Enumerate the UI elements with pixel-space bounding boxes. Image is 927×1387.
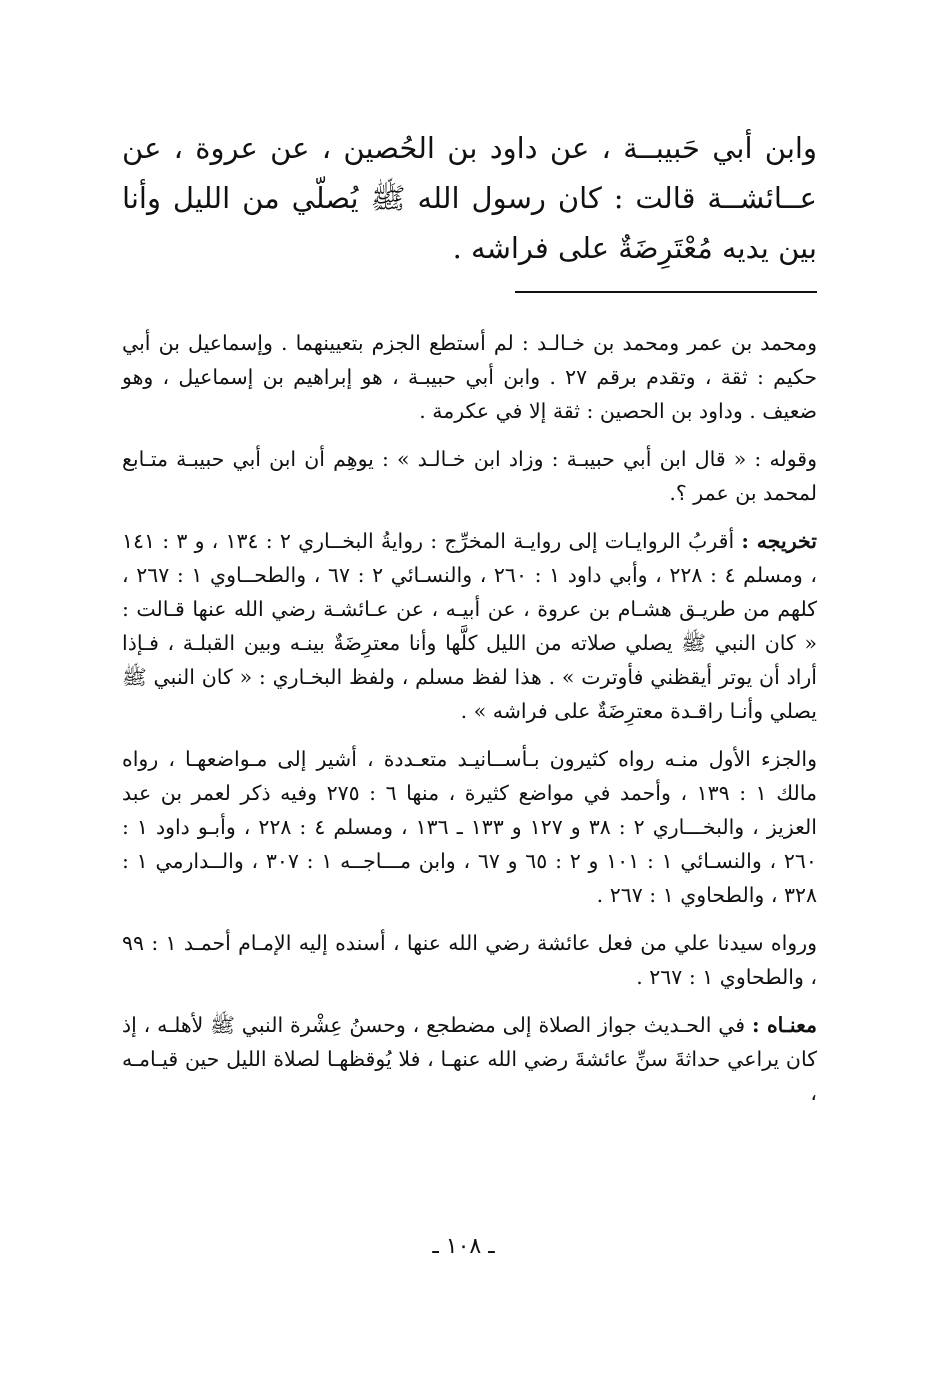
paragraph-text: أقربُ الروايـات إلى روايـة المخرِّج : روايةُ البخــاري ٢ : ١٣٤ ، و ٣ : ١٤١ ، ومسلم ٤ : ٢٢٨ ، وأبي داود ١ : ٢٦٠ ، والنسـائي ٢ : ٦٧ ، والطحــاوي ١ : ٢٦٧ ، كلهم من طريـق هشـام بن عروة ، عن أبيـه ، عن عـائشـة رضي الله عنها قـالت : « كان النبي ﷺ يصلي صلاته من الليل كلَّها وأنا معترِضَةٌ بينـه وبين القبلـة ، فـإذا أراد أن يوتر أيقظني فأوترت » . هذا لفظ مسلم ، ولفظ البخـاري : « كان النبي ﷺ يصلي وأنـا راقـدة معترِضَةٌ على فراشه » . (122, 529, 817, 723)
meaning-heading: معنـاه : (751, 1013, 817, 1037)
paragraph-text: ورواه سيدنا علي من فعل عائشة رضي الله عنها ، أسنده إليه الإمـام أحمـد ١ : ٩٩ ، والطحاوي ١ : ٢٦٧ . (122, 931, 817, 989)
footnote-paragraph (122, 442, 817, 510)
paragraph-text: والجزء الأول منـه رواه كثيرون بـأســانيـد متعـددة ، أشير إلى مـواضعهـا ، رواه مالك ١ : ١٣٩ ، وأحمد في مواضع كثيرة ، منها ٦ : ٢٧٥ وفيه ذكر لعمر بن عبد العزيز ، والبخـــاري ٢ : ٣٨ و ١٢٧ و ١٣٣ ـ ١٣٦ ، ومسلم ٤ : ٢٢٨ ، وأبـو داود ١ : ٢٦٠ ، والنسـائي ١ : ١٠١ و ٢ : ٦٥ و ٦٧ ، وابن مـــاجــه ١ : ٣٠٧ ، والــدارمي ١ : ٣٢٨ ، والطحاوي ١ : ٢٦٧ . (122, 747, 817, 907)
paragraph-text: في الحـديث جواز الصلاة إلى مضطجع ، وحسنُ عِشْرة النبي ﷺ لأهلـه ، إذ كان يراعي حداثةَ سنِّ عائشةَ رضي الله عنهـا ، فلا يُوقظهـا لصلاة الليل حين قيـامـه ، (122, 1013, 817, 1105)
footnotes (122, 326, 817, 1124)
takhrij-paragraph (122, 524, 817, 728)
footnote-paragraph (122, 326, 817, 428)
footnote-paragraph (122, 926, 817, 994)
paragraph-text: وقوله : « قال ابن أبي حبيبـة : وزاد ابن خـالـد » : يوهِم أن ابن أبي حبيبـة متـابع لمحمد بن عمر ؟. (122, 447, 817, 505)
main-text: وابن أبي حَبيبــة ، عن داود بن الحُصين ، عن عروة ، عن عــائشــة قالت : كان رسول الله ﷺ يُصلّي من الليل وأنا بين يديه مُعْتَرِضَةٌ على فراشه . (122, 131, 817, 265)
takhrij-heading: تخريجه : (741, 529, 817, 553)
meaning-paragraph (122, 1008, 817, 1110)
page-number: ـ ١٠٨ ـ (432, 1234, 495, 1259)
paragraph-text: ومحمد بن عمر ومحمد بن خـالـد : لم أستطع الجزم بتعيينهما . وإسماعيل بن أبي حكيم : ثقة ، وتقدم برقم ٢٧ . وابن أبي حبيبـة ، هو إبراهيم بن إسماعيل ، وهو ضعيف . وداود بن الحصين : ثقة إلا في عكرمة . (122, 331, 817, 423)
footnote-divider (515, 291, 817, 293)
footnote-paragraph (122, 742, 817, 912)
